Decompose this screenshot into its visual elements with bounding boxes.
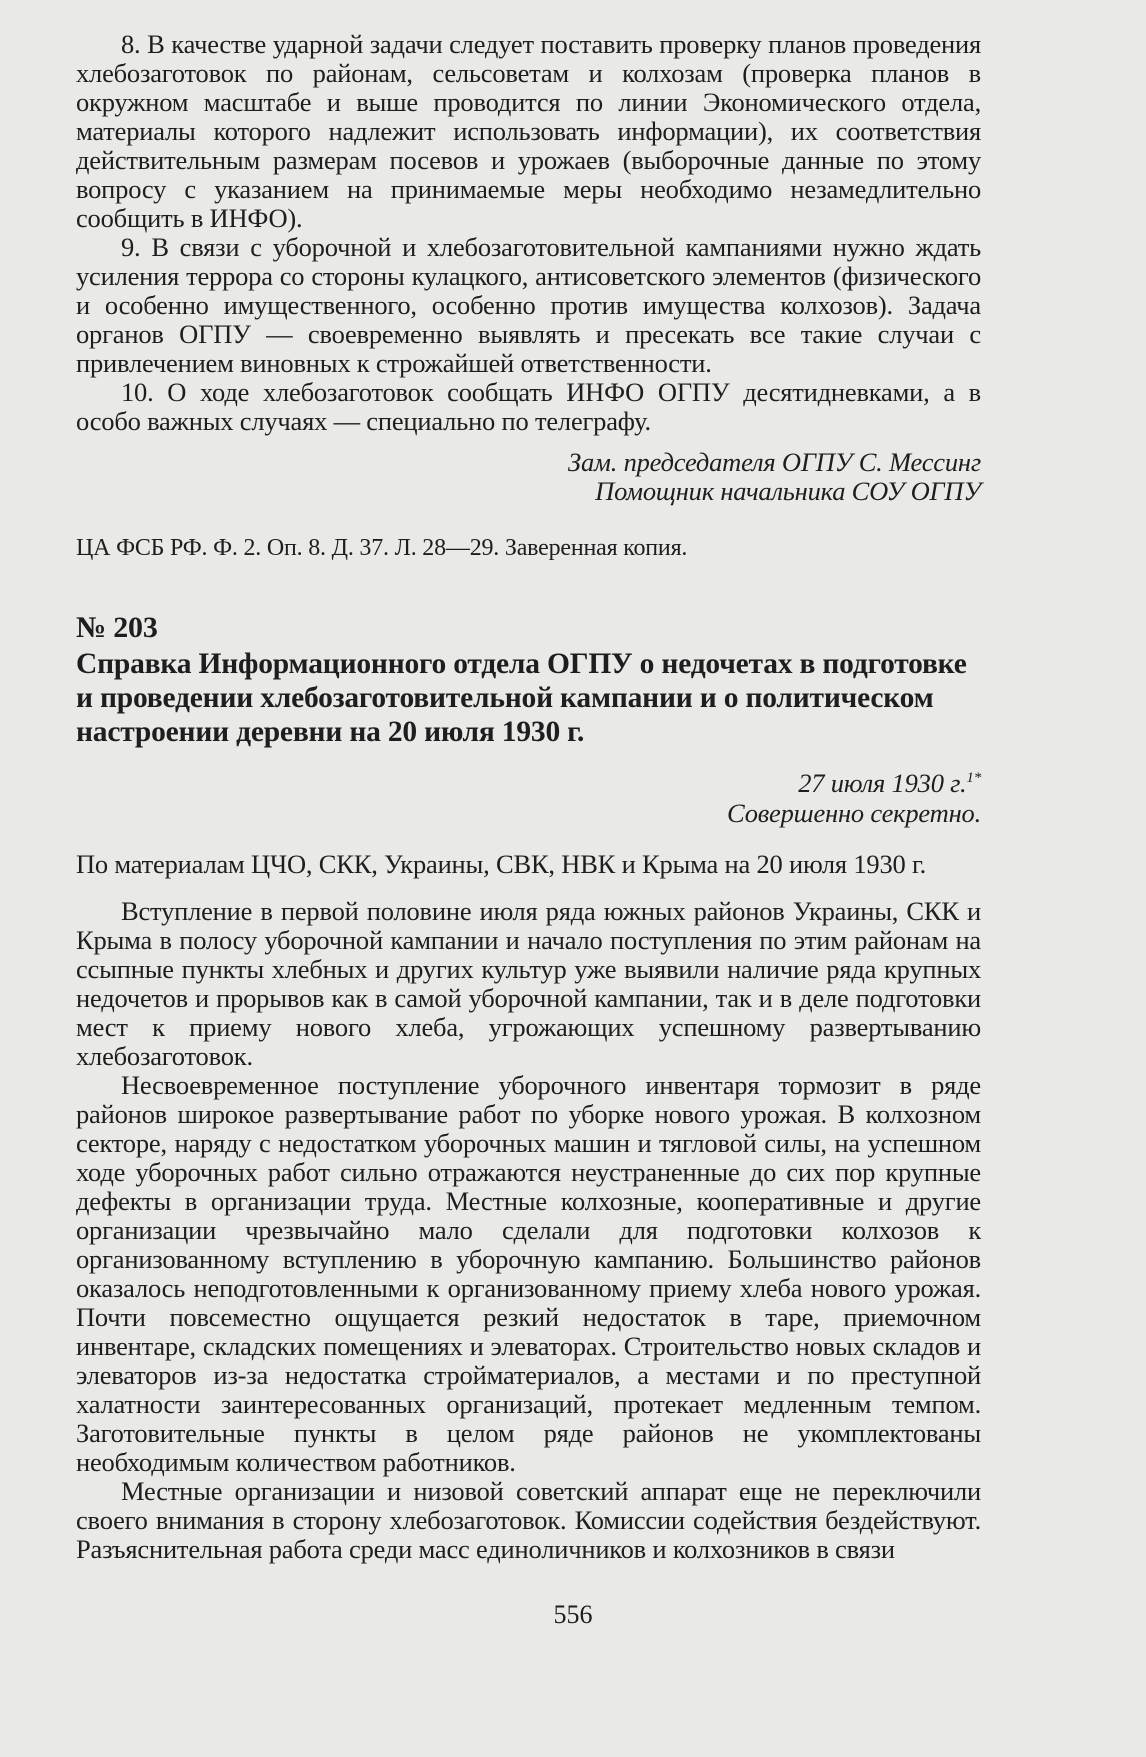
document-date (76, 767, 981, 799)
paragraph-item-9: 9. В связи с уборочной и хлебозаготовительной кампаниями нужно ждать усиления террора со стороны кулацкого, антисоветского элементов (физического и особенно имущественного, особенно против имущества колхозов). Задача органов ОГПУ — своевременно выявлять и пресекать все такие случаи с привлечением виновных к строжайшей ответственности. (76, 232, 981, 378)
body-paragraph: Местные организации и низовой советский аппарат еще не переключили своего внимания в сторону хлебозаготовок. Комиссии содействия бездействуют. Разъяснительная работа среди масс единоличников и колхозников в связи (76, 1476, 981, 1564)
paragraph-item-10: 10. О ходе хлебозаготовок сообщать ИНФО ОГПУ десятидневками, а в особо важных случаях — специально по телеграфу. (76, 377, 981, 436)
footnote-marker: 1* (966, 770, 981, 787)
sources-line: По материалам ЦЧО, СКК, Украины, СВК, НВК и Крыма на 20 июля 1930 г. (76, 849, 927, 879)
classification-stamp: Совершенно секретно. (727, 798, 981, 828)
document-title: Справка Информационного отдела ОГПУ о недочетах в подготовке и проведении хлебозаготовительной кампании и о политическом настроении деревни на 20 июля 1930 г. (76, 648, 967, 748)
signature-deputy-chairman: Зам. председателя ОГПУ С. Мессинг (568, 447, 981, 477)
document-number: № 203 (76, 611, 158, 644)
body-paragraph: Несвоевременное поступление уборочного инвентаря тормозит в ряде районов широкое развертывание работ по уборке нового урожая. В колхозном секторе, наряду с недостатком уборочных машин и тягловой силы, на успешном ходе уборочных работ сильно отражаются неустраненные до сих пор крупные дефекты в организации труда. Местные колхозные, кооперативные и другие организации чрезвычайно мало сделали для подготовки колхозов к организованному вступлению в уборочную кампанию. Большинство районов оказалось неподготовленными к организованному приему хлеба нового урожая. Почти повсеместно ощущается резкий недостаток в таре, приемочном инвентаре, складских помещениях и элеваторах. Строительство новых складов и элеваторов из-за недостатка стройматериалов, а местами и по преступной халатности заинтересованных организаций, протекает медленным темпом. Заготовительные пункты в целом ряде районов не укомплектованы необходимым количеством работников. (76, 1070, 981, 1477)
page-number: 556 (553, 1600, 593, 1629)
signature-assistant-head: Помощник начальника СОУ ОГПУ (595, 476, 981, 506)
paragraph-item-8: 8. В качестве ударной задачи следует поставить проверку планов проведения хлебозаготовок по районам, сельсоветам и колхозам (проверка планов в окружном масштабе и выше проводится по линии Экономического отдела, материалы которого надлежит использовать информации), их соответствия действительным размерам посевов и урожаев (выборочные данные по этому вопросу с указанием на принимаемые меры необходимо незамедлительно сообщить в ИНФО). (76, 29, 981, 233)
date-text: 27 июля 1930 г. (798, 768, 967, 798)
body-paragraph: Вступление в первой половине июля ряда южных районов Украины, СКК и Крыма в полосу уборочной кампании и начало поступления по этим районам на ссыпные пункты хлебных и других культур уже выявили наличие ряда крупных недочетов и прорывов как в самой уборочной кампании, так и в деле подготовки мест к приему нового хлеба, угрожающих успешному развертыванию хлебозаготовок. (76, 896, 981, 1071)
document-page (76, 0, 981, 1564)
archive-reference: ЦА ФСБ РФ. Ф. 2. Оп. 8. Д. 37. Л. 28—29. Заверенная копия. (76, 535, 688, 561)
